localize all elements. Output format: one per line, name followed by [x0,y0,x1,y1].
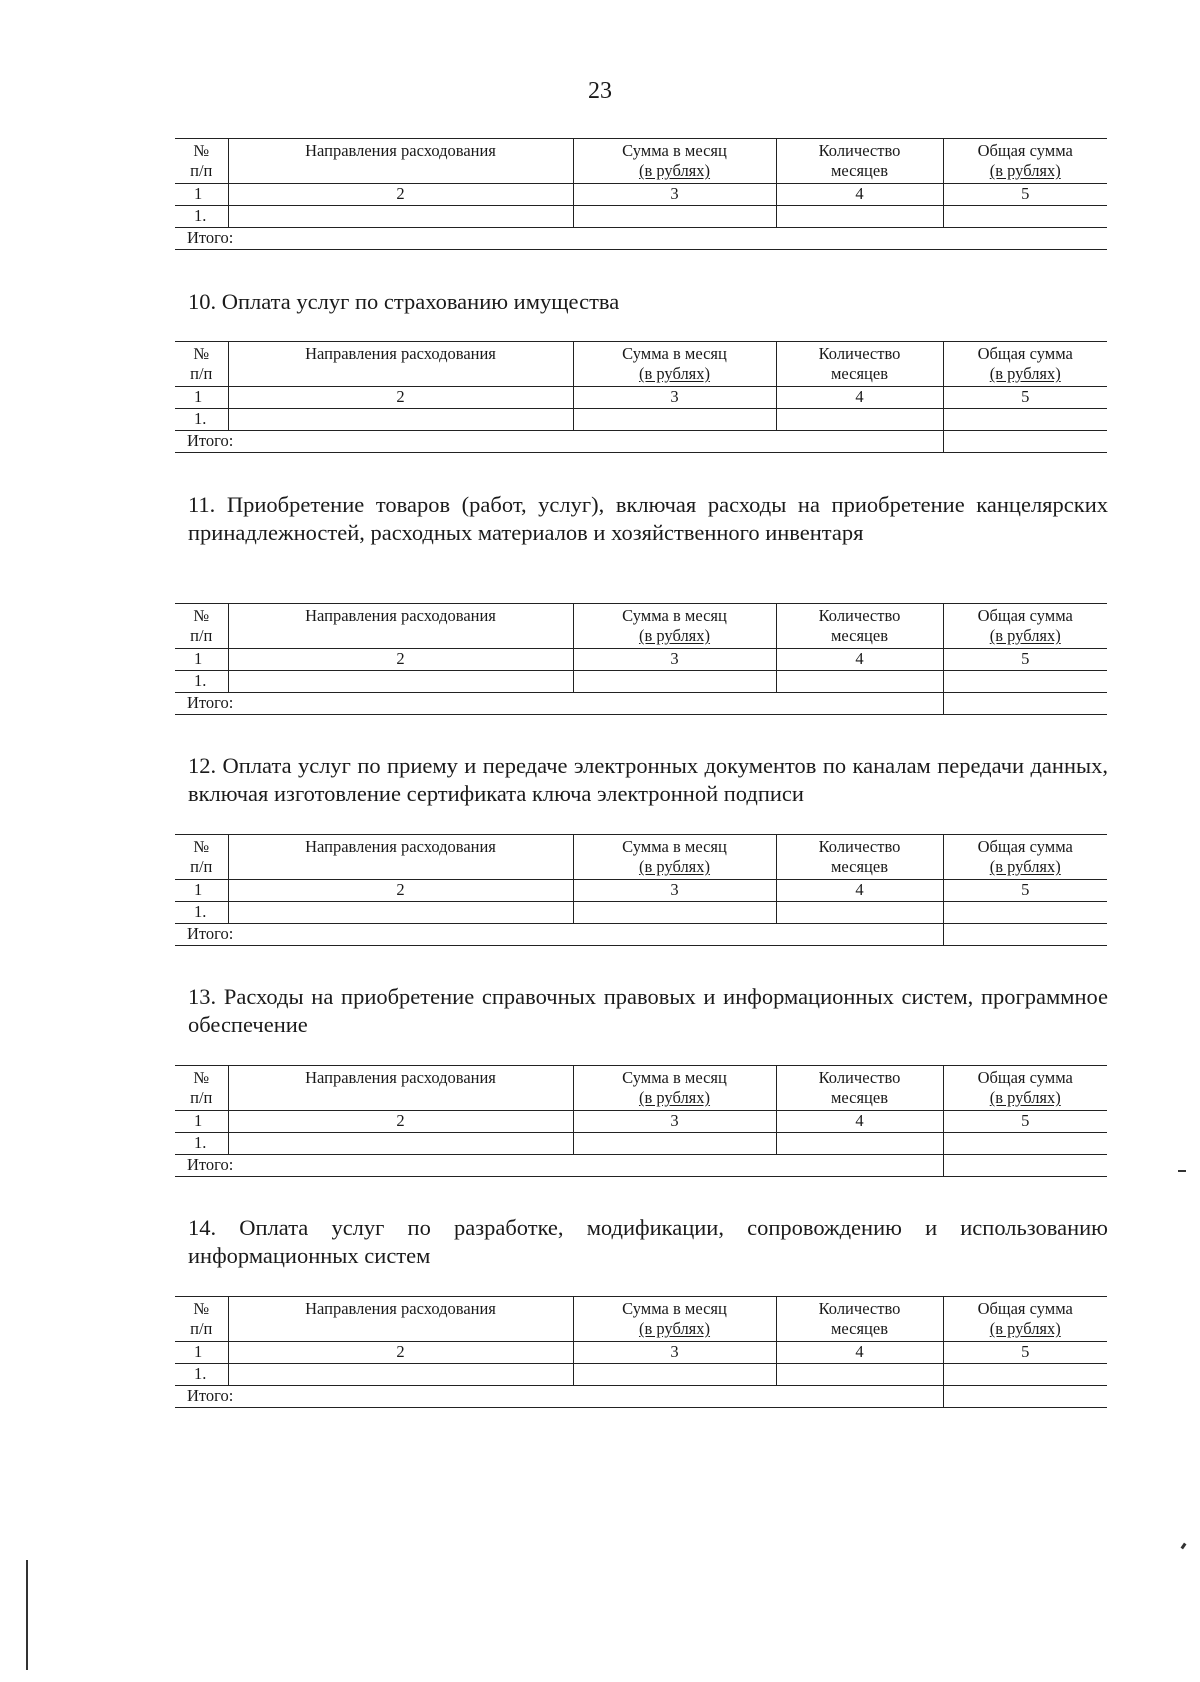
header-monthly-sum: Сумма в месяц (в рублях) [573,604,776,649]
total-sum-cell [943,671,1107,693]
header-direction: Направления расходования [228,342,573,387]
column-index: 2 [228,1342,573,1364]
header-num: № п/п [175,604,228,649]
total-sum-value [943,431,1107,453]
column-index: 5 [943,880,1107,902]
row-number: 1. [175,206,228,228]
table-row [175,671,1107,693]
expense-table-11 [175,603,1107,715]
total-sum-cell [943,206,1107,228]
total-sum-value [943,924,1107,946]
months-count-cell [776,409,943,431]
total-label: Итого: [175,1155,943,1177]
section-heading-14: 14. Оплата услуг по разработке, модификации, сопровождению и использованию информационных систем [188,1215,1108,1268]
total-label: Итого: [175,431,943,453]
column-index-row [175,184,1107,206]
scan-edge-mark [26,1560,28,1670]
total-label: Итого: [175,1386,943,1408]
section-heading-12: 12. Оплата услуг по приему и передаче электронных документов по каналам передачи данных, включая изготовление сертификата ключа электронной подписи [188,753,1108,806]
total-label: Итого: [175,228,1107,250]
table-row [175,1133,1107,1155]
total-sum-cell [943,902,1107,924]
header-direction: Направления расходования [228,139,573,184]
column-index: 1 [175,1342,228,1364]
monthly-sum-cell [573,1364,776,1386]
column-index: 3 [573,1342,776,1364]
total-row [175,1386,1107,1408]
header-num: № п/п [175,1066,228,1111]
section-heading-11: 11. Приобретение товаров (работ, услуг), включая расходы на приобретение канцелярских принадлежностей, расходных материалов и хозяйственного инвентаря [188,492,1108,545]
header-total-sum: Общая сумма (в рублях) [943,604,1107,649]
column-index: 2 [228,649,573,671]
months-count-cell [776,671,943,693]
column-index: 4 [776,649,943,671]
total-sum-cell [943,409,1107,431]
column-index: 3 [573,1111,776,1133]
table-row [175,409,1107,431]
header-total-sum: Общая сумма (в рублях) [943,139,1107,184]
column-index: 5 [943,1111,1107,1133]
total-row [175,228,1107,250]
total-sum-value [943,1155,1107,1177]
months-count-cell [776,206,943,228]
direction-cell [228,1133,573,1155]
expense-table-13 [175,1065,1107,1177]
header-months-count: Количество месяцев [776,1066,943,1111]
header-direction: Направления расходования [228,1297,573,1342]
monthly-sum-cell [573,1133,776,1155]
total-sum-value [943,693,1107,715]
column-index: 5 [943,1342,1107,1364]
monthly-sum-cell [573,902,776,924]
header-monthly-sum: Сумма в месяц (в рублях) [573,1297,776,1342]
monthly-sum-cell [573,671,776,693]
column-index: 2 [228,880,573,902]
scan-speck [1178,1170,1186,1172]
row-number: 1. [175,1133,228,1155]
column-index: 1 [175,184,228,206]
total-label: Итого: [175,924,943,946]
direction-cell [228,206,573,228]
column-index: 5 [943,387,1107,409]
table-row [175,902,1107,924]
section-heading-13: 13. Расходы на приобретение справочных правовых и информационных систем, программное обеспечение [188,984,1108,1037]
column-index-row [175,1111,1107,1133]
column-index: 1 [175,1111,228,1133]
header-months-count: Количество месяцев [776,835,943,880]
total-sum-value [943,1386,1107,1408]
table-header-row [175,342,1107,387]
section-heading-10: 10. Оплата услуг по страхованию имущества [188,289,620,314]
column-index: 4 [776,184,943,206]
column-index: 1 [175,880,228,902]
total-sum-cell [943,1133,1107,1155]
header-months-count: Количество месяцев [776,342,943,387]
header-direction: Направления расходования [228,835,573,880]
header-num: № п/п [175,835,228,880]
column-index: 3 [573,184,776,206]
total-row [175,431,1107,453]
header-total-sum: Общая сумма (в рублях) [943,342,1107,387]
column-index: 4 [776,880,943,902]
direction-cell [228,1364,573,1386]
total-row [175,924,1107,946]
header-months-count: Количество месяцев [776,604,943,649]
row-number: 1. [175,409,228,431]
direction-cell [228,409,573,431]
direction-cell [228,671,573,693]
table-header-row [175,835,1107,880]
column-index: 2 [228,1111,573,1133]
row-number: 1. [175,671,228,693]
column-index: 2 [228,184,573,206]
total-label: Итого: [175,693,943,715]
header-total-sum: Общая сумма (в рублях) [943,1066,1107,1111]
column-index-row [175,387,1107,409]
scan-speck [1181,1543,1187,1550]
column-index-row [175,649,1107,671]
column-index: 1 [175,387,228,409]
expense-table-9 [175,138,1107,250]
header-num: № п/п [175,342,228,387]
header-monthly-sum: Сумма в месяц (в рублях) [573,1066,776,1111]
months-count-cell [776,902,943,924]
header-total-sum: Общая сумма (в рублях) [943,835,1107,880]
header-total-sum: Общая сумма (в рублях) [943,1297,1107,1342]
column-index-row [175,880,1107,902]
table-header-row [175,1297,1107,1342]
direction-cell [228,902,573,924]
column-index: 3 [573,880,776,902]
column-index: 1 [175,649,228,671]
monthly-sum-cell [573,409,776,431]
header-monthly-sum: Сумма в месяц (в рублях) [573,835,776,880]
expense-table-10 [175,341,1107,453]
column-index: 4 [776,387,943,409]
row-number: 1. [175,902,228,924]
column-index: 5 [943,649,1107,671]
header-direction: Направления расходования [228,604,573,649]
months-count-cell [776,1133,943,1155]
header-direction: Направления расходования [228,1066,573,1111]
column-index: 2 [228,387,573,409]
column-index: 4 [776,1342,943,1364]
months-count-cell [776,1364,943,1386]
header-monthly-sum: Сумма в месяц (в рублях) [573,342,776,387]
monthly-sum-cell [573,206,776,228]
header-num: № п/п [175,1297,228,1342]
table-header-row [175,139,1107,184]
table-header-row [175,604,1107,649]
page-number: 23 [588,78,612,104]
total-row [175,693,1107,715]
expense-table-12 [175,834,1107,946]
header-months-count: Количество месяцев [776,1297,943,1342]
header-months-count: Количество месяцев [776,139,943,184]
table-row [175,206,1107,228]
header-num: № п/п [175,139,228,184]
column-index: 3 [573,387,776,409]
column-index: 5 [943,184,1107,206]
row-number: 1. [175,1364,228,1386]
total-sum-cell [943,1364,1107,1386]
expense-table-14 [175,1296,1107,1408]
column-index-row [175,1342,1107,1364]
table-header-row [175,1066,1107,1111]
total-row [175,1155,1107,1177]
header-monthly-sum: Сумма в месяц (в рублях) [573,139,776,184]
column-index: 4 [776,1111,943,1133]
table-row [175,1364,1107,1386]
column-index: 3 [573,649,776,671]
